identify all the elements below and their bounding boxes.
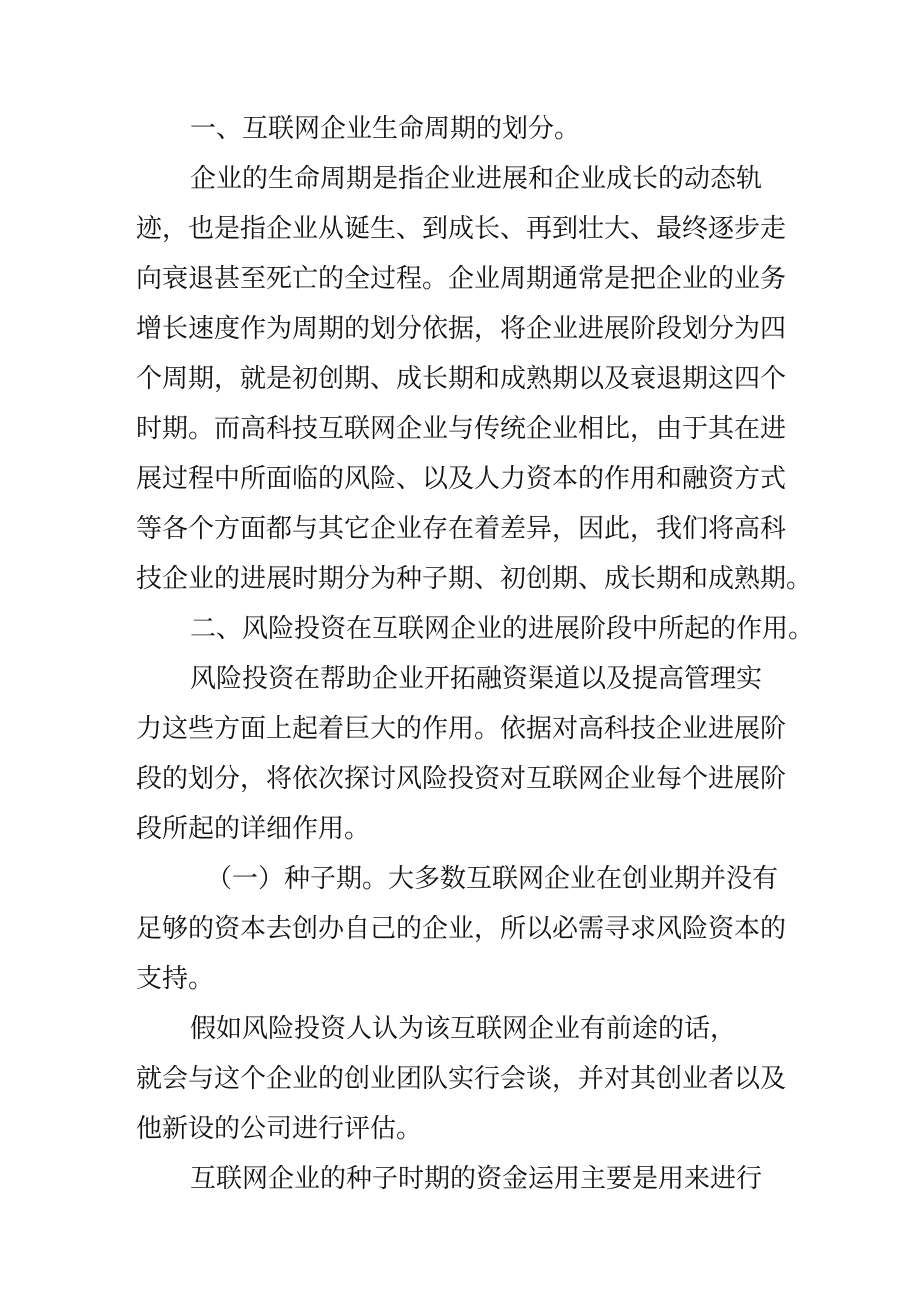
paragraph-line: 向衰退甚至死亡的全过程。企业周期通常是把企业的业务: [136, 264, 787, 294]
paragraph-line: 等各个方面都与其它企业存在着差异，因此，我们将高科: [136, 514, 787, 544]
paragraph-line: 力这些方面上起着巨大的作用。依据对高科技企业进展阶: [136, 714, 787, 744]
paragraph-line: 段所起的详细作用。: [136, 814, 371, 844]
paragraph-line: 足够的资本去创办自己的企业，所以必需寻求风险资本的: [136, 914, 787, 944]
paragraph-line: 时期。而高科技互联网企业与传统企业相比，由于其在进: [136, 414, 787, 444]
paragraph-line: 企业的生命周期是指企业进展和企业成长的动态轨: [190, 164, 763, 194]
subsection-line: （一）种子期。大多数互联网企业在创业期并没有: [206, 864, 779, 894]
paragraph-line: 段的划分，将依次探讨风险投资对互联网企业每个进展阶: [136, 764, 787, 794]
paragraph-line: 支持。: [136, 964, 215, 994]
paragraph-line: 他新设的公司进行评估。: [136, 1114, 423, 1144]
section-heading-1: 一、互联网企业生命周期的划分。: [190, 114, 581, 144]
paragraph-line: 增长速度作为周期的划分依据，将企业进展阶段划分为四: [136, 314, 787, 344]
paragraph-line: 个周期，就是初创期、成长期和成熟期以及衰退期这四个: [136, 364, 787, 394]
paragraph-line: 迹，也是指企业从诞生、到成长、再到壮大、最终逐步走: [136, 214, 787, 244]
paragraph-line: 技企业的进展时期分为种子期、初创期、成长期和成熟期。: [136, 564, 813, 594]
paragraph-line: 展过程中所面临的风险、以及人力资本的作用和融资方式: [136, 464, 787, 494]
paragraph-line: 互联网企业的种子时期的资金运用主要是用来进行: [190, 1164, 763, 1194]
paragraph-line: 就会与这个企业的创业团队实行会谈，并对其创业者以及: [136, 1064, 787, 1094]
paragraph-line: 风险投资在帮助企业开拓融资渠道以及提高管理实: [190, 664, 763, 694]
section-heading-2: 二、风险投资在互联网企业的进展阶段中所起的作用。: [190, 614, 815, 644]
paragraph-line: 假如风险投资人认为该互联网企业有前途的话，: [190, 1014, 737, 1044]
